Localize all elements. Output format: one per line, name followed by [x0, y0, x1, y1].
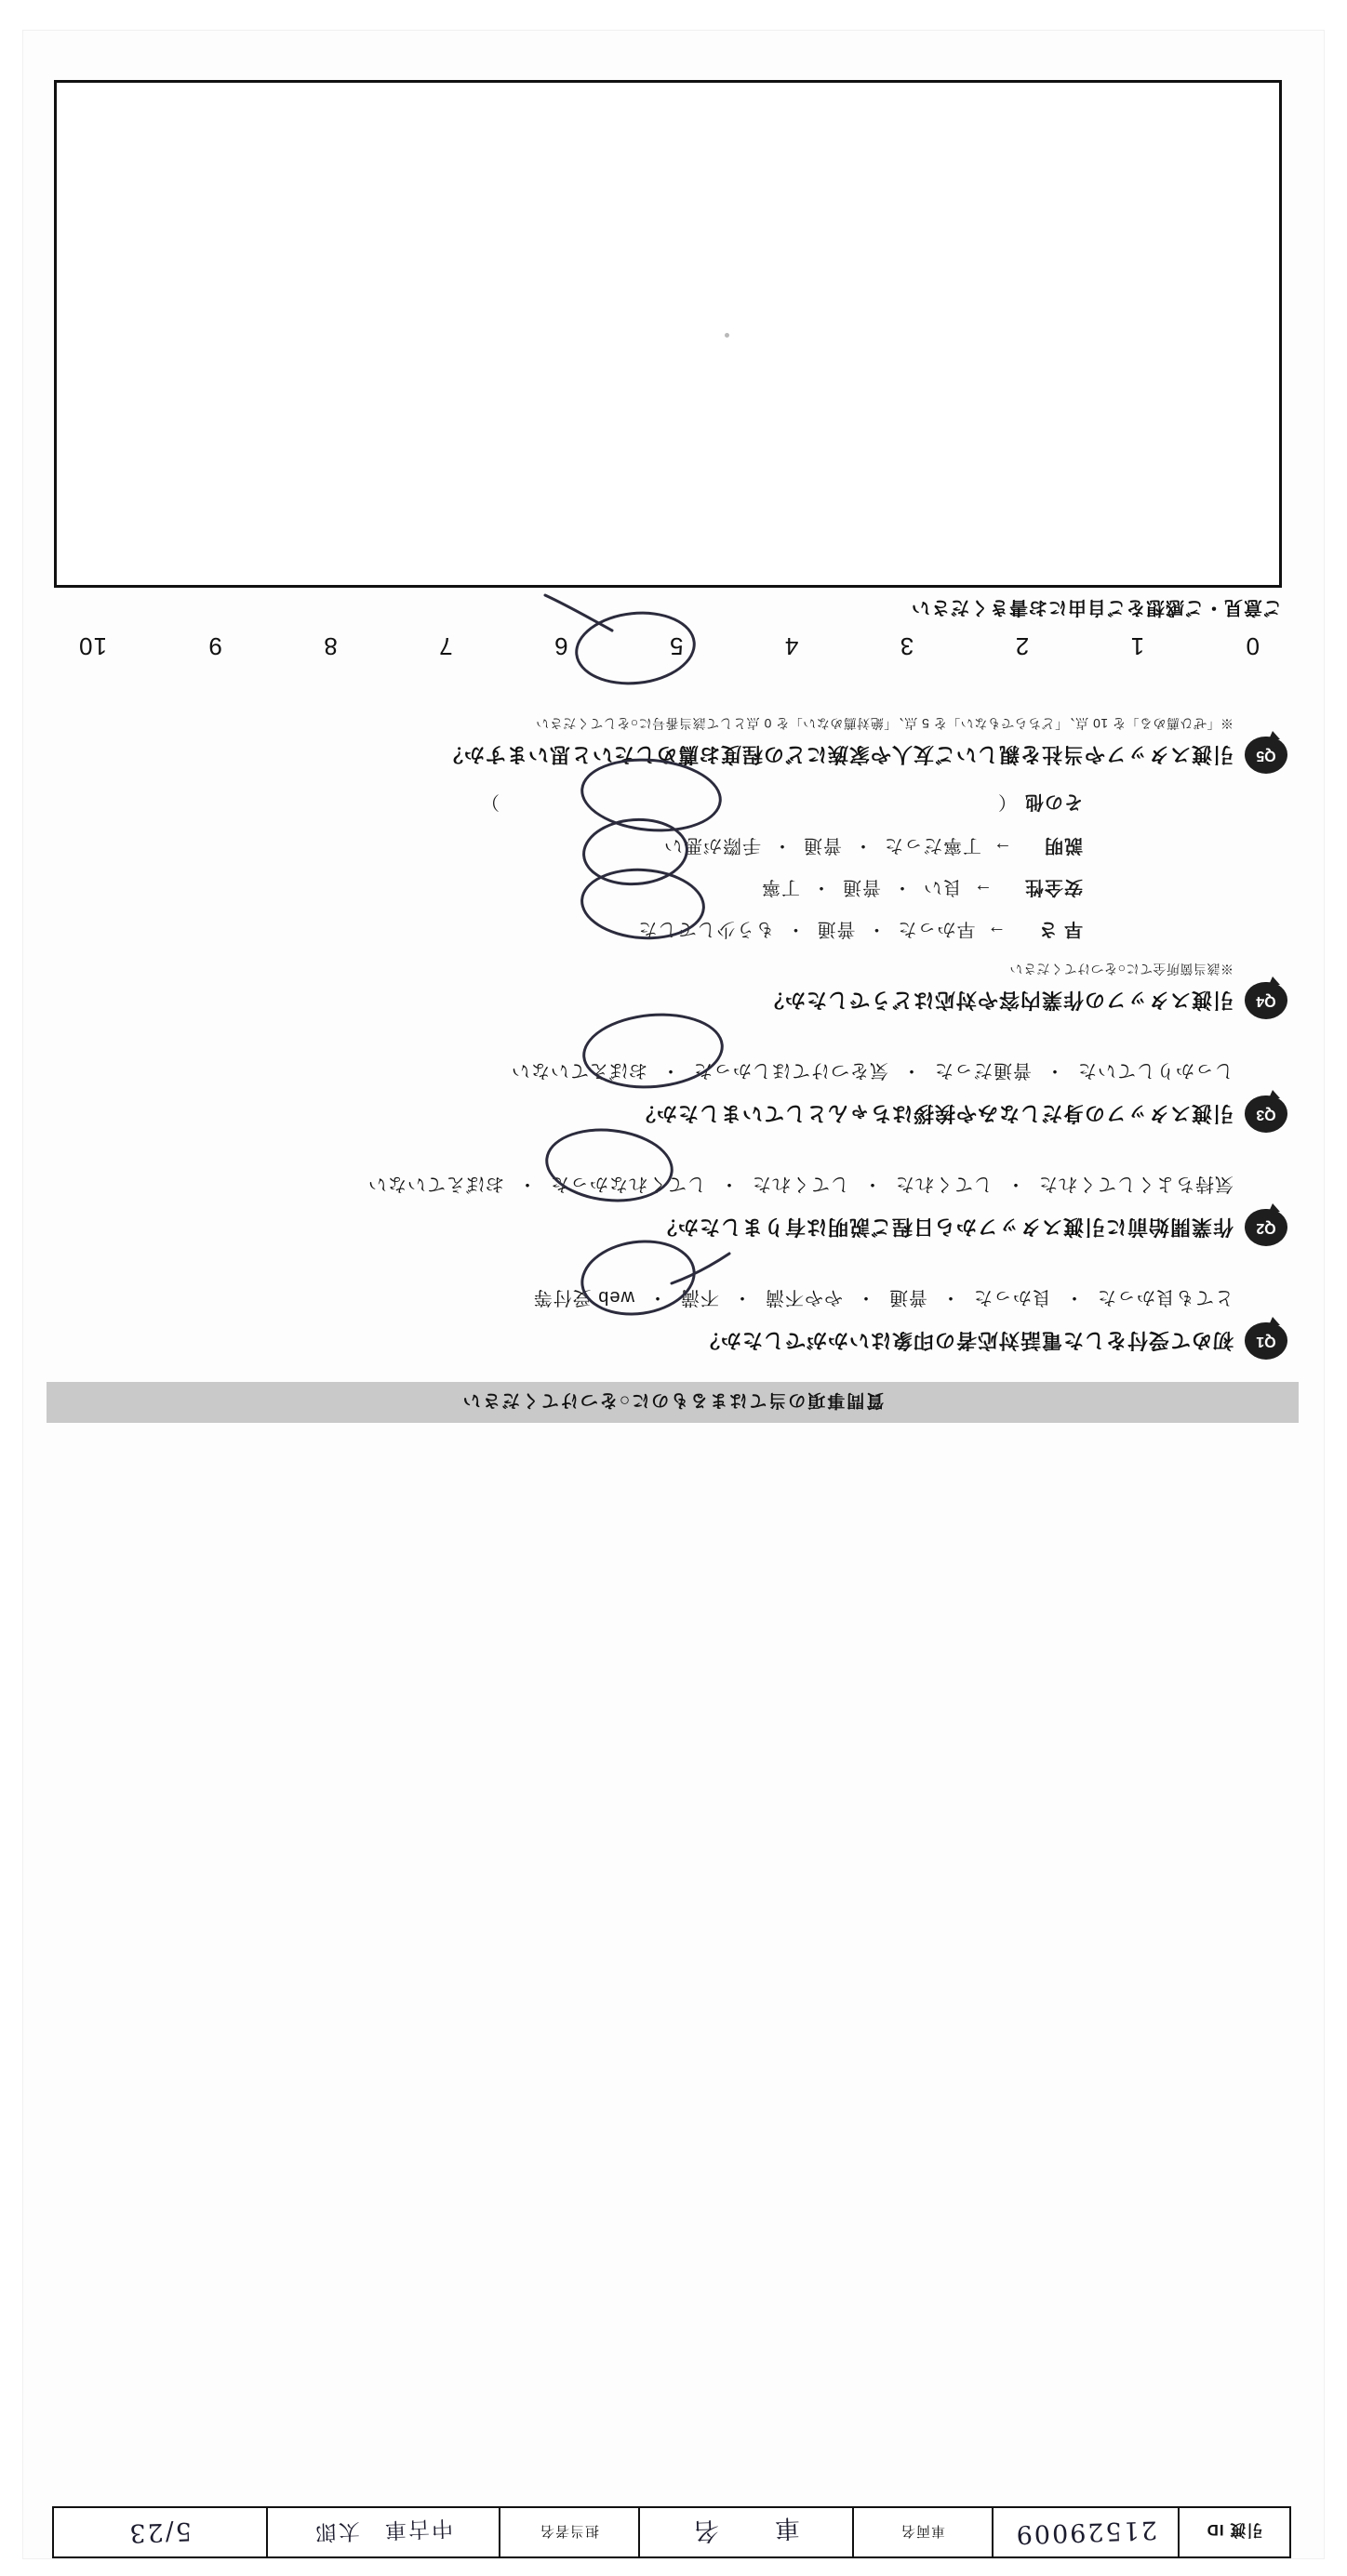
q4-row-speed-arrow: → [986, 922, 1007, 942]
q5-scale-5[interactable]: 5 [669, 632, 684, 660]
q4-row-explanation-arrow: → [993, 838, 1012, 858]
q1-option-0[interactable]: とても良かった [1097, 1287, 1234, 1308]
q4-row-safety-option-0[interactable]: 良い [923, 877, 962, 897]
q4-row-speed-label: 早 さ [1037, 919, 1083, 939]
q5-scale-3[interactable]: 3 [899, 632, 914, 660]
q4-other-label: その他 [1024, 791, 1083, 812]
handwritten-date: 5/23 [127, 2516, 193, 2548]
q1-option-3[interactable]: やや不満 [765, 1287, 843, 1308]
handwritten-vehicle: 車 名 [691, 2513, 801, 2546]
question-block-q2 [50, 1173, 1287, 1246]
q5-scale-4[interactable]: 4 [783, 632, 799, 660]
q3-options: しっかりしていた ・ 普通だった ・ 気をつけてほしかった ・ おぼえていない [50, 1059, 1234, 1086]
q4-row-speed-option-2[interactable]: もう少しでした [637, 919, 775, 939]
instruction-banner: 質問事項の当てはまるものに○をつけてください [47, 1382, 1299, 1423]
q4-row-safety-label: 安全性 [1024, 877, 1083, 897]
q2-option-0[interactable]: 気持ちよくしてくれた [1038, 1174, 1234, 1194]
q2-option-4[interactable]: おぼえていない [367, 1174, 504, 1194]
q1-options: とても良かった ・ 良かった ・ 普通 ・ やや不満 ・ 不満 ・ web 受付等 [50, 1286, 1234, 1313]
question-block-q3 [50, 1059, 1287, 1133]
q4-row-safety-arrow: → [973, 880, 993, 900]
q4-row-explanation-option-2[interactable]: 手際が悪い [663, 835, 761, 856]
q1-option-1[interactable]: 良かった [973, 1287, 1051, 1308]
paper-background [22, 30, 1325, 2559]
q4-other-row [50, 790, 1083, 817]
q4-row-explanation-option-0[interactable]: 丁寧だった [884, 835, 981, 856]
question-block-q5 [50, 714, 1287, 774]
q5-scale-10[interactable]: 10 [78, 632, 107, 660]
q4-note: ※該当箇所全てに○をつけてください [1009, 962, 1234, 976]
q4-row-explanation-label: 説明 [1044, 835, 1083, 856]
q5-badge: Q5 [1245, 737, 1287, 774]
q5-note: ※「ぜひ薦める」を 10 点、「どちらでもない」を 5 点、「絶対薦めない」を 0 点として該当番号に○をしてください [535, 716, 1234, 731]
q3-option-1[interactable]: 普通だった [934, 1060, 1032, 1081]
header-id-label: 引渡 ID [1178, 2508, 1289, 2556]
header-id-table [52, 2506, 1291, 2558]
handwritten-id: 21529009 [1013, 2515, 1158, 2550]
q1-title: 初めて受付をした電話対応者の印象はいかがでしたか？ [698, 1329, 1234, 1352]
q1-head [50, 1322, 1287, 1360]
q4-row-speed-option-1[interactable]: 普通 [816, 919, 856, 939]
q4-row-safety-option-1[interactable]: 普通 [842, 877, 881, 897]
q5-scale-0[interactable]: 0 [1245, 632, 1260, 660]
q1-badge: Q1 [1245, 1322, 1287, 1360]
q5-scale-2[interactable]: 2 [1014, 632, 1030, 660]
q5-scale-6[interactable]: 6 [553, 632, 568, 660]
q4-row-safety: 安全性 → 良い ・ 普通 ・ 丁寧 [50, 876, 1083, 903]
q4-badge: Q4 [1245, 982, 1287, 1019]
q2-options: 気持ちよくしてくれた ・ してくれた ・ してくれた ・ してくれなかった ・ おぼえていない [50, 1173, 1234, 1200]
q2-option-3[interactable]: してくれなかった [550, 1174, 706, 1194]
ink-stroke-q5-tail [541, 587, 616, 636]
header-date-value [54, 2508, 266, 2556]
q4-other-paren-open: （ [998, 791, 1017, 812]
q2-title: 作業開始前に引渡スタッフから日程ご説明は有りましたか？ [655, 1215, 1234, 1239]
q5-scale-1[interactable]: 1 [1129, 632, 1145, 660]
q5-head [50, 737, 1287, 774]
q1-option-4[interactable]: 不満 [680, 1287, 719, 1308]
header-vehicle-value [638, 2508, 852, 2556]
q5-scale-7[interactable]: 7 [438, 632, 453, 660]
q5-scale-9[interactable]: 9 [207, 632, 222, 660]
handwritten-staff: 中古車 太郎 [313, 2515, 454, 2545]
q4-row-safety-option-2[interactable]: 丁寧 [761, 877, 800, 897]
q2-badge: Q2 [1245, 1209, 1287, 1246]
question-block-q4 [50, 790, 1287, 1019]
header-vehicle-label: 車両名 [852, 2508, 992, 2556]
q5-scale [78, 631, 1260, 660]
q4-other-paren-close: ） [481, 791, 500, 812]
q3-option-2[interactable]: 気をつけてほしかった [693, 1060, 888, 1081]
comment-box[interactable] [54, 80, 1282, 588]
q4-row-explanation: 説明 → 丁寧だった ・ 普通 ・ 手際が悪い [50, 834, 1083, 861]
q1-option-5[interactable]: web 受付等 [532, 1287, 634, 1308]
q3-title: 引渡スタッフの身だしなみや挨拶はちゃんとしていましたか？ [633, 1102, 1234, 1125]
question-block-q1 [50, 1286, 1287, 1360]
q4-head [50, 982, 1287, 1019]
header-staff-label: 担当者名 [499, 2508, 638, 2556]
ink-stroke-q1-tail [668, 1245, 733, 1289]
q1-option-2[interactable]: 普通 [888, 1287, 927, 1308]
q3-head [50, 1095, 1287, 1133]
q4-row-speed-option-0[interactable]: 早かった [897, 919, 976, 939]
q3-badge: Q3 [1245, 1095, 1287, 1133]
q4-row-explanation-option-1[interactable]: 普通 [803, 835, 842, 856]
q4-title: 引渡スタッフの作業内容や対応はどうでしたか？ [762, 989, 1234, 1012]
q5-title: 引渡スタッフや当社を親しいご友人や家族にどの程度お薦めしたいと思いますか？ [441, 743, 1234, 766]
q3-option-0[interactable]: しっかりしていた [1077, 1060, 1234, 1081]
q2-option-2[interactable]: してくれた [752, 1174, 849, 1194]
q2-option-1[interactable]: してくれた [895, 1174, 993, 1194]
q4-row-speed: 早 さ → 早かった ・ 普通 ・ もう少しでした [50, 918, 1083, 945]
scan-speck [725, 333, 729, 338]
q2-head [50, 1209, 1287, 1246]
header-id-value [992, 2508, 1178, 2556]
q3-option-3[interactable]: おぼえていない [511, 1060, 647, 1081]
q5-scale-8[interactable]: 8 [323, 632, 338, 660]
header-staff-value [266, 2508, 499, 2556]
comment-box-label: ご意見・ご感想をご自由にお書きください [911, 597, 1282, 617]
